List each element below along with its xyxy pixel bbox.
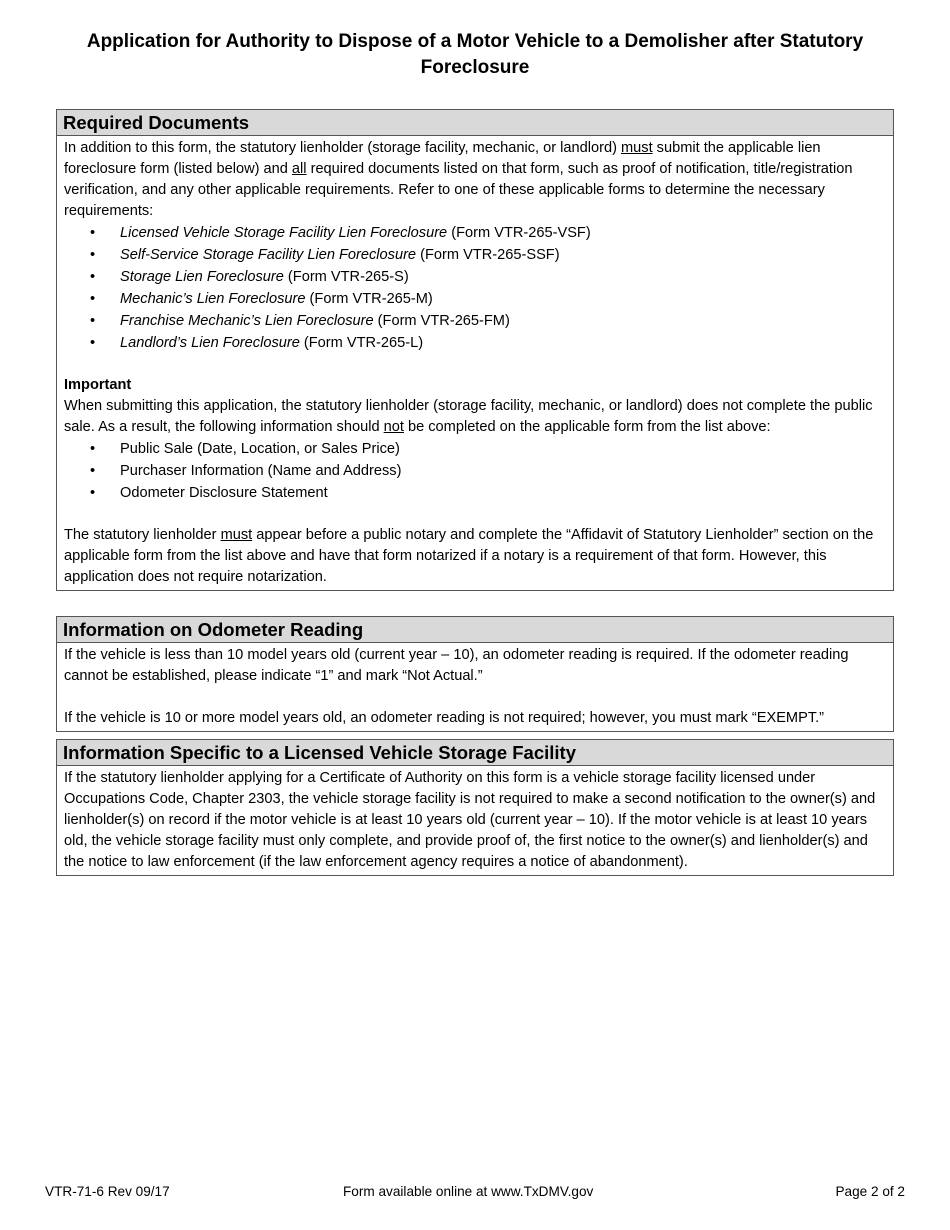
list-item-text: Purchaser Information (Name and Address) [120, 463, 402, 479]
odometer-paragraph: If the vehicle is less than 10 model years old (current year – 10), an odometer reading is required. If the odometer reading cannot be established, please indicate “1” and mark “Not Actual.” [64, 647, 849, 684]
important-text: When submitting this application, the statutory lienholder (storage facility, mechanic, or landlord) does not complete the public sale. As a result, the following information should [64, 398, 873, 435]
bullet-icon: • [90, 291, 96, 307]
section-body [57, 136, 893, 590]
bullet-icon: • [90, 441, 96, 457]
form-code: (Form VTR-265-SSF) [416, 247, 560, 263]
list-item [64, 310, 887, 332]
list-item [64, 266, 887, 288]
form-code: (Form VTR-265-FM) [373, 313, 510, 329]
bullet-icon: • [90, 225, 96, 241]
foreclosure-forms-list [64, 222, 887, 354]
online-availability: Form available online at www.TxDMV.gov [343, 1184, 594, 1199]
odometer-section [56, 616, 894, 732]
emphasis-must: must [621, 140, 653, 156]
list-item [64, 438, 887, 460]
list-item [64, 332, 887, 354]
form-code: (Form VTR-265-S) [283, 269, 409, 285]
bullet-icon: • [90, 269, 96, 285]
form-id: VTR-71-6 Rev 09/17 [45, 1184, 170, 1199]
intro-paragraph [64, 138, 887, 222]
list-item [64, 222, 887, 244]
form-name: Mechanic’s Lien Foreclosure [120, 291, 306, 307]
emphasis-not: not [383, 419, 404, 435]
bullet-icon: • [90, 335, 96, 351]
list-item-text: Odometer Disclosure Statement [120, 485, 328, 501]
form-code: (Form VTR-265-M) [305, 291, 433, 307]
intro-text: submit the applicable lien foreclosure form (listed below) and [64, 140, 821, 177]
bullet-icon: • [90, 247, 96, 263]
excluded-info-list [64, 438, 887, 504]
storage-facility-section [56, 739, 894, 876]
notary-paragraph [64, 525, 887, 588]
section-heading: Information on Odometer Reading [57, 617, 893, 643]
bullet-icon: • [90, 313, 96, 329]
section-heading: Required Documents [57, 110, 893, 136]
important-paragraph [64, 396, 887, 438]
form-name: Franchise Mechanic’s Lien Foreclosure [120, 313, 374, 329]
odometer-exempt-paragraph: If the vehicle is 10 or more model years old, an odometer reading is not required; however, you must mark “EXEMPT.” [64, 710, 825, 726]
list-item [64, 244, 887, 266]
list-item-text: Public Sale (Date, Location, or Sales Price) [120, 441, 400, 457]
bullet-icon: • [90, 485, 96, 501]
form-code: (Form VTR-265-L) [299, 335, 424, 351]
list-item [64, 460, 887, 482]
section-heading: Information Specific to a Licensed Vehicle Storage Facility [57, 740, 893, 766]
intro-text: required documents listed on that form, such as proof of notification, title/registration verification, and any other applicable requirements. Refer to one of these applicable forms to determine the necessary requirements: [64, 161, 853, 219]
form-name: Landlord’s Lien Foreclosure [120, 335, 300, 351]
storage-facility-paragraph: If the statutory lienholder applying for a Certificate of Authority on this form is a vehicle storage facility licensed under Occupations Code, Chapter 2303, the vehicle storage facility is not required to make a second notification to the owner(s) and lienholder(s) on record if the motor vehicle is at least 10 years old (current year – 10). If the motor vehicle is at least 10 years old, the vehicle storage facility must only complete, and provide proof of, the first notice to the owner(s) and lienholder(s) and the notice to law enforcement (if the law enforcement agency requires a notice of abandonment). [64, 770, 876, 870]
section-body [57, 643, 893, 731]
bullet-icon: • [90, 463, 96, 479]
intro-text: In addition to this form, the statutory lienholder (storage facility, mechanic, or landlord) [64, 140, 621, 156]
page-number: Page 2 of 2 [835, 1184, 905, 1199]
emphasis-must: must [220, 527, 253, 543]
notary-text: The statutory lienholder [64, 527, 221, 543]
list-item [64, 288, 887, 310]
notary-text: appear before a public notary and complete the “Affidavit of Statutory Lienholder” section on the applicable form from the list above and have that form notarized if a notary is a requirement of that form. However, this application does not require notarization. [64, 527, 874, 585]
page-title: Application for Authority to Dispose of a Motor Vehicle to a Demolisher after Statutory Foreclosure [86, 31, 864, 78]
required-documents-section [56, 109, 894, 591]
important-text: be completed on the applicable form from the list above: [403, 419, 771, 435]
important-label: Important [64, 377, 132, 393]
form-name: Self-Service Storage Facility Lien Foreclosure [120, 247, 417, 263]
emphasis-all: all [291, 161, 307, 177]
section-body [57, 766, 893, 875]
form-code: (Form VTR-265-VSF) [447, 225, 591, 241]
form-name: Storage Lien Foreclosure [120, 269, 284, 285]
list-item [64, 482, 887, 504]
form-name: Licensed Vehicle Storage Facility Lien Foreclosure [120, 225, 448, 241]
